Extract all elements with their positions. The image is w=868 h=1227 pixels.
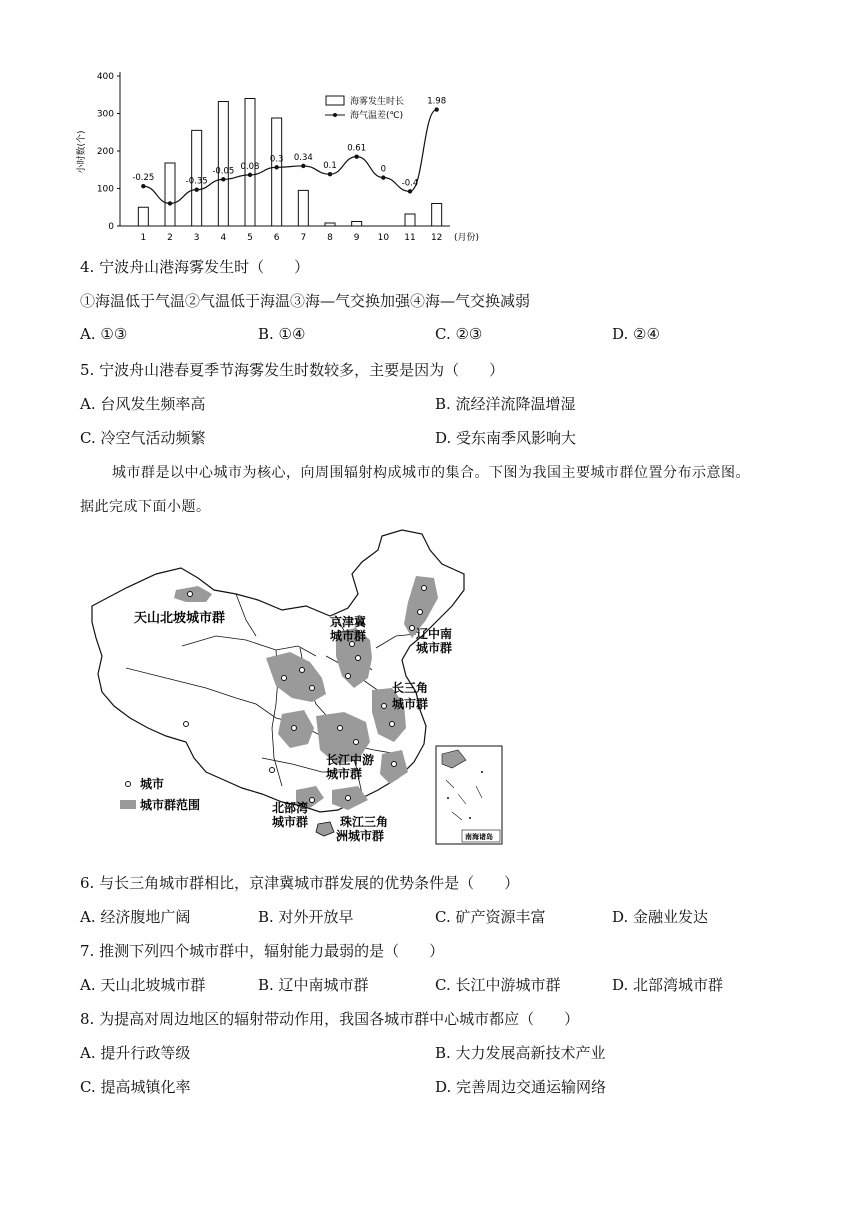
temperature-point xyxy=(194,187,198,191)
q7-option-c[interactable]: C. 长江中游城市群 xyxy=(435,976,561,994)
fog-bar xyxy=(138,207,148,226)
fog-bar xyxy=(298,190,308,226)
city-marker xyxy=(310,798,315,803)
q6-option-c[interactable]: C. 矿产资源丰富 xyxy=(435,908,546,926)
x-tick-label: 1 xyxy=(140,233,147,243)
x-tick-label: 5 xyxy=(247,233,253,243)
city-marker xyxy=(184,722,189,727)
x-tick-label: 12 xyxy=(430,233,443,243)
china-city-clusters-map xyxy=(86,528,506,848)
south-sea-inset xyxy=(436,746,502,844)
temperature-label: 0.08 xyxy=(240,161,260,172)
temperature-label: 0.34 xyxy=(293,152,313,163)
legend-bar-swatch xyxy=(326,96,344,105)
q4-option-c[interactable]: C. ②③ xyxy=(435,325,483,343)
y-tick-label: 400 xyxy=(96,72,114,82)
label-beibuwan-2: 城市群 xyxy=(272,815,309,829)
city-marker xyxy=(418,610,423,615)
temperature-point xyxy=(221,177,225,181)
temperature-point xyxy=(328,172,332,176)
q8-option-c[interactable]: C. 提高城镇化率 xyxy=(80,1078,191,1096)
hainan-island xyxy=(316,822,334,836)
temperature-point xyxy=(248,173,252,177)
city-marker xyxy=(382,704,387,709)
city-marker xyxy=(346,674,351,679)
city-marker xyxy=(390,722,395,727)
y-tick-label: 100 xyxy=(96,184,114,195)
label-changjiang-1: 长江中游 xyxy=(326,753,375,767)
temperature-label: -0.25 xyxy=(132,173,155,184)
city-marker xyxy=(356,656,361,661)
fog-bar xyxy=(432,204,442,227)
temperature-label: 0 xyxy=(380,164,387,175)
legend-range-swatch xyxy=(120,800,136,809)
temperature-point xyxy=(381,175,385,179)
q5-stem: 5. 宁波舟山港春夏季节海雾发生时数较多，主要是因为（ ） xyxy=(80,361,505,379)
x-tick-label: 3 xyxy=(193,233,200,243)
y-tick-label: 0 xyxy=(108,222,114,232)
temperature-label: 0.1 xyxy=(323,161,337,172)
label-liaozhongnan-2: 城市群 xyxy=(416,641,453,655)
q6-option-d[interactable]: D. 金融业发达 xyxy=(612,908,709,926)
x-tick-label: 8 xyxy=(327,233,333,243)
y-axis xyxy=(75,72,120,232)
q4-option-a[interactable]: A. ①③ xyxy=(80,325,128,343)
intro-line-2: 据此完成下面小题。 xyxy=(80,499,211,515)
label-jingjinji-1: 京津冀 xyxy=(330,615,367,629)
city-marker xyxy=(310,686,315,691)
temperature-point xyxy=(168,201,172,205)
city-marker xyxy=(300,668,305,673)
legend-range-label: 城市群范围 xyxy=(140,798,201,812)
temperature-point xyxy=(354,154,358,158)
city-marker xyxy=(346,796,351,801)
q7-option-a[interactable]: A. 天山北坡城市群 xyxy=(80,976,206,994)
city-marker xyxy=(270,768,275,773)
city-marker xyxy=(292,726,297,731)
label-beibuwan-1: 北部湾 xyxy=(272,801,309,815)
city-marker xyxy=(282,676,287,681)
city-marker xyxy=(392,762,397,767)
q6-option-a[interactable]: A. 经济腹地广阔 xyxy=(80,908,191,926)
q4-option-b[interactable]: B. ①④ xyxy=(258,325,306,343)
temperature-label: -0.4 xyxy=(401,178,419,189)
q4-option-d[interactable]: D. ②④ xyxy=(612,325,660,343)
temperature-point xyxy=(274,165,278,169)
label-liaozhongnan-1: 辽中南 xyxy=(416,627,453,641)
q5-option-c[interactable]: C. 冷空气活动频繁 xyxy=(80,429,206,447)
q8-option-b[interactable]: B. 大力发展高新技术产业 xyxy=(435,1044,606,1062)
x-tick-label: 10 xyxy=(377,233,390,243)
temperature-point xyxy=(434,107,438,111)
temperature-point xyxy=(141,184,145,188)
y-tick-label: 200 xyxy=(96,147,114,157)
fog-bar xyxy=(352,222,362,227)
fog-bar xyxy=(218,102,228,227)
label-zhujiang-1: 珠江三角 xyxy=(340,815,389,829)
x-tick-label: 11 xyxy=(404,233,416,243)
temperature-label: 0.3 xyxy=(269,154,284,165)
fog-bar xyxy=(269,118,284,226)
temperature-label: -0.35 xyxy=(185,176,208,187)
fog-temperature-chart xyxy=(70,62,490,252)
y-axis-label: 小时数(个) xyxy=(77,130,87,174)
q6-stem: 6. 与长三角城市群相比，京津冀城市群发展的优势条件是（ ） xyxy=(80,874,520,892)
temperature-label: -0.05 xyxy=(212,166,235,177)
q5-option-b[interactable]: B. 流经洋流降温增湿 xyxy=(435,395,576,413)
q8-stem: 8. 为提高对周边地区的辐射带动作用，我国各城市群中心城市都应（ ） xyxy=(80,1010,580,1028)
chart-legend xyxy=(325,95,404,121)
q7-option-d[interactable]: D. 北部湾城市群 xyxy=(612,976,724,994)
city-marker xyxy=(354,740,359,745)
fog-bar xyxy=(325,223,335,226)
intro-line-1: 城市群是以中心城市为核心，向周围辐射构成城市的集合。下图为我国主要城市群位置分布示意图。 xyxy=(112,465,750,481)
city-marker xyxy=(422,586,427,591)
x-tick-label: 7 xyxy=(300,233,307,243)
x-axis-unit: (月份) xyxy=(454,233,480,243)
x-axis xyxy=(120,226,479,243)
q4-stem: 4. 宁波舟山港海雾发生时（ ） xyxy=(80,258,310,276)
temperature-point xyxy=(301,164,305,168)
q7-option-b[interactable]: B. 辽中南城市群 xyxy=(258,976,369,994)
label-tianshan: 天山北坡城市群 xyxy=(134,611,226,626)
x-tick-label: 6 xyxy=(273,233,280,243)
q4-items: ①海温低于气温②气温低于海温③海—气交换加强④海—气交换减弱 xyxy=(80,292,531,310)
temperature-line xyxy=(143,110,436,204)
x-tick-label: 9 xyxy=(353,233,360,243)
legend-city-label: 城市 xyxy=(140,777,165,791)
fog-bar xyxy=(405,214,415,226)
y-tick-label: 300 xyxy=(96,109,114,120)
temperature-label: 1.98 xyxy=(427,96,447,107)
q7-stem: 7. 推测下列四个城市群中，辐射能力最弱的是（ ） xyxy=(80,942,445,960)
legend-line-label: 海气温差(℃) xyxy=(350,111,404,121)
x-tick-label: 4 xyxy=(220,233,227,243)
fog-bar xyxy=(165,163,175,226)
legend-bar-label: 海雾发生时长 xyxy=(350,97,405,107)
label-changsanjiao-2: 城市群 xyxy=(392,697,429,711)
map-legend xyxy=(120,776,200,812)
x-tick-label: 2 xyxy=(167,233,173,243)
label-zhujiang-2: 洲城市群 xyxy=(336,829,385,843)
legend-city-icon xyxy=(126,782,131,787)
label-changsanjiao-1: 长三角 xyxy=(392,681,429,695)
city-marker xyxy=(410,626,415,631)
city-marker xyxy=(338,726,343,731)
temperature-label: 0.61 xyxy=(347,143,367,154)
city-marker xyxy=(188,592,193,597)
q5-option-d[interactable]: D. 受东南季风影响大 xyxy=(435,429,577,447)
q6-option-b[interactable]: B. 对外开放早 xyxy=(258,908,354,926)
q8-option-d[interactable]: D. 完善周边交通运输网络 xyxy=(435,1078,607,1096)
label-changjiang-2: 城市群 xyxy=(326,767,363,781)
q5-option-a[interactable]: A. 台风发生频率高 xyxy=(80,395,206,413)
label-jingjinji-2: 城市群 xyxy=(330,629,367,643)
temperature-point xyxy=(408,189,412,193)
q8-option-a[interactable]: A. 提升行政等级 xyxy=(80,1044,191,1062)
label-south-sea: 南海诸岛 xyxy=(465,833,493,841)
